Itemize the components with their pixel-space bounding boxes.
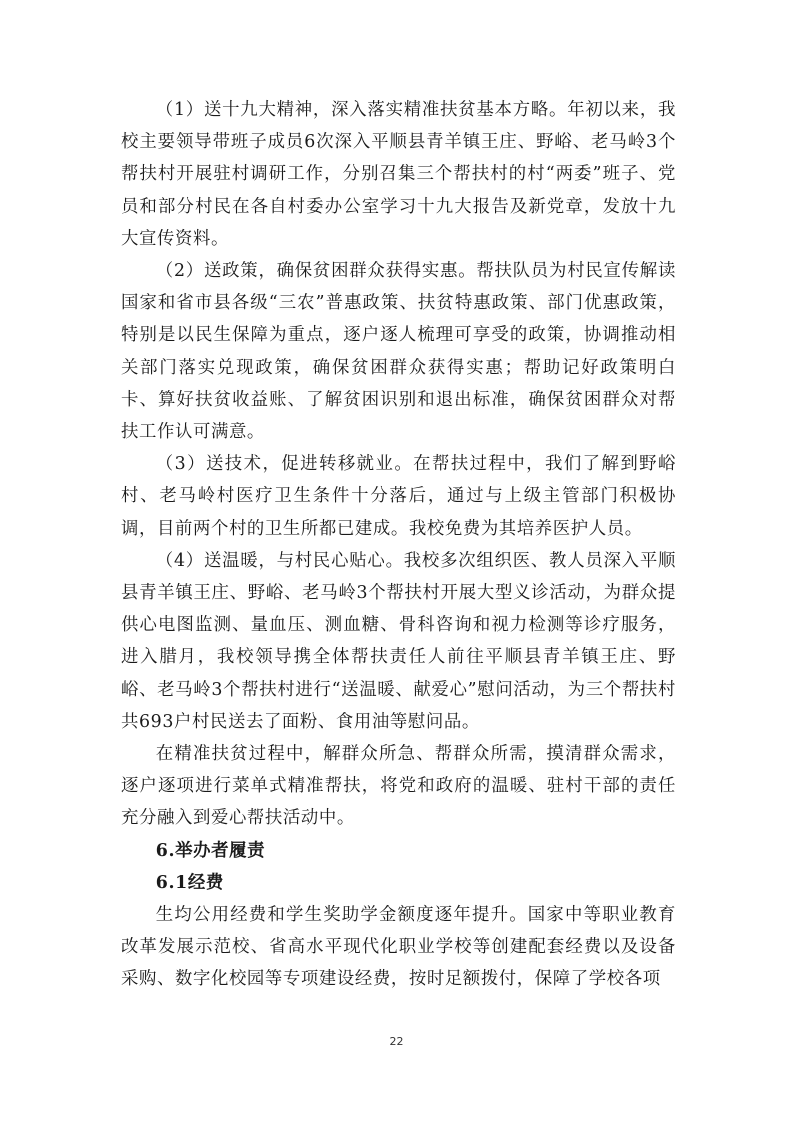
paragraph-poverty-measure-4: （4）送温暖，与村民心贴心。我校多次组织医、教人员深入平顺县青羊镇王庄、野峪、老马岭3个帮扶村开展大型义诊活动，为群众提供心电图监测、量血压、测血糖、骨科咨询和视力检测等诊疗服务，进入腊月，我校领导携全体帮扶责任人前往平顺县青羊镇王庄、野峪、老马岭3个帮扶村进行“送温暖、献爱心”慰问活动，为三个帮扶村共693户村民送去了面粉、食用油等慰问品。 [121, 550, 676, 732]
paragraph-poverty-measure-3: （3）送技术，促进转移就业。在帮扶过程中，我们了解到野峪村、老马岭村医疗卫生条件十分落后，通过与上级主管部门积极协调，目前两个村的卫生所都已建成。我校免费为其培养医护人员。 [121, 454, 676, 539]
page-number: 22 [389, 1035, 404, 1048]
subsection-heading-funding: 6.1经费 [155, 872, 224, 893]
paragraph-poverty-measure-1: （1）送十九大精神，深入落实精准扶贫基本方略。年初以来，我校主要领导带班子成员6次深入平顺县青羊镇王庄、野峪、老马岭3个帮扶村开展驻村调研工作，分别召集三个帮扶村的村“两委”班子、党员和部分村民在各自村委办公室学习十九大报告及新党章，发放十九大宣传资料。 [121, 100, 676, 249]
paragraph-funding: 生均公用经费和学生奖助学金额度逐年提升。国家中等职业教育改革发展示范校、省高水平现代化职业学校等创建配套经费以及设备采购、数字化校园等专项建设经费，按时足额拨付，保障了学校各项 [121, 905, 676, 990]
document-body [121, 94, 676, 996]
section-heading-organizer-duties: 6.举办者履责 [155, 840, 266, 861]
paragraph-poverty-measure-2: （2）送政策，确保贫困群众获得实惠。帮扶队员为村民宣传解读国家和省市县各级“三农”普惠政策、扶贫特惠政策、部门优惠政策，特别是以民生保障为重点，逐户逐人梳理可享受的政策，协调推动相关部门落实兑现政策，确保贫困群众获得实惠；帮助记好政策明白卡、算好扶贫收益账、了解贫困识别和退出标准，确保贫困群众对帮扶工作认可满意。 [121, 261, 676, 443]
paragraph-summary: 在精准扶贫过程中，解群众所急、帮群众所需，摸清群众需求，逐户逐项进行菜单式精准帮扶，将党和政府的温暖、驻村干部的责任充分融入到爱心帮扶活动中。 [121, 744, 676, 829]
